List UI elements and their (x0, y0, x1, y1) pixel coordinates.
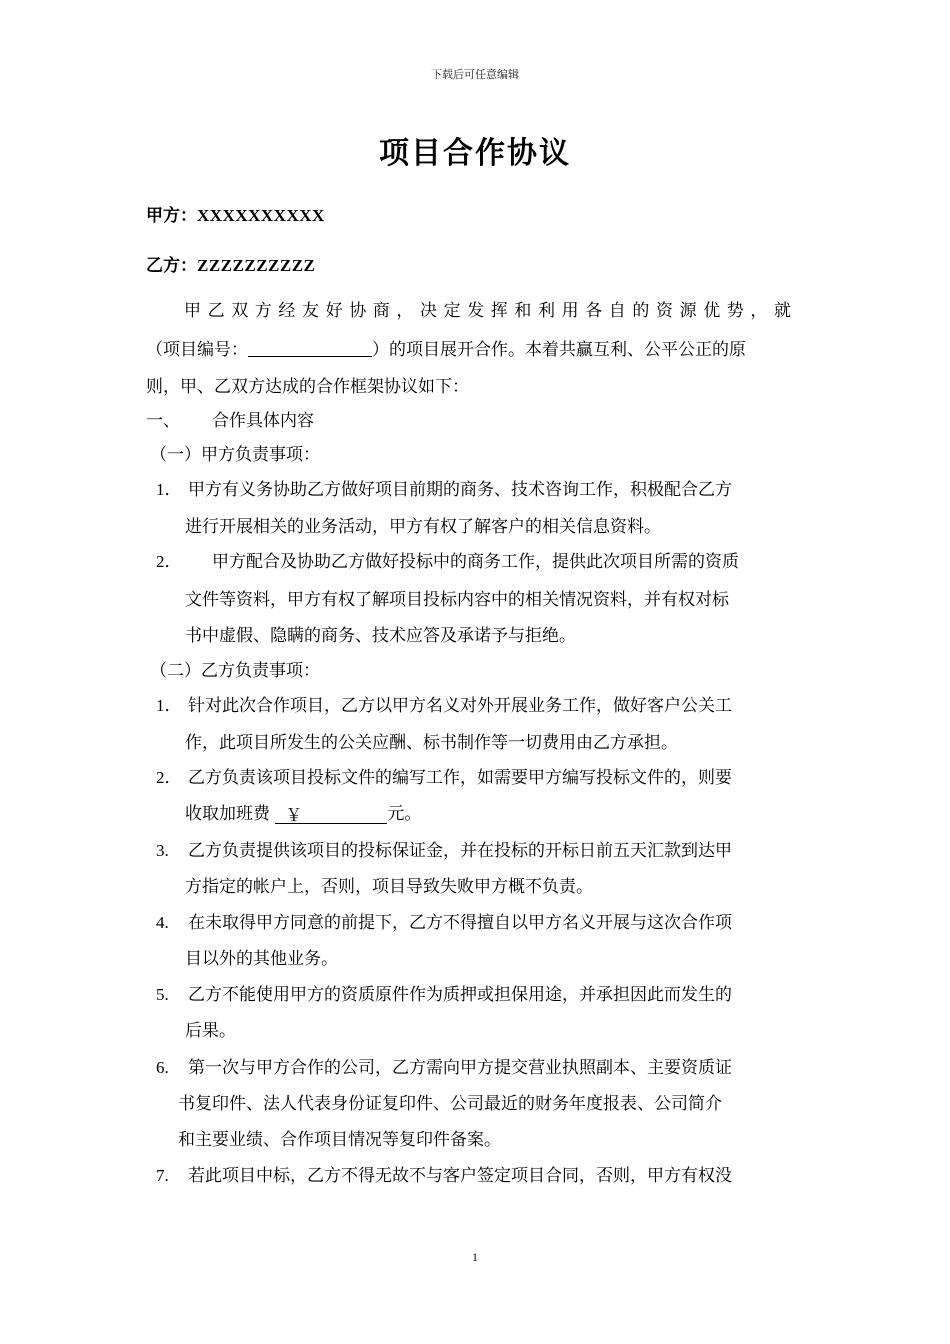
intro-line-1: 甲乙双方经友好协商，决定发挥和利用各自的资源优势，就 (184, 301, 798, 321)
page-number: 1 (472, 1250, 478, 1264)
a-item-2-line-2: 文件等资料，甲方有权了解项目投标内容中的相关情况资料，并有权对标 (185, 590, 729, 610)
a-item-1-number: 1． (156, 480, 182, 499)
b-item-5-text-1: 乙方不能使用甲方的资质原件作为质押或担保用途，并承担因此而发生的 (188, 985, 732, 1005)
b-item-2-line-1 (156, 767, 732, 789)
b-item-4-number: 4. (156, 913, 169, 932)
party-a-label: 甲方： (146, 206, 197, 226)
b-item-6-number: 6. (156, 1058, 169, 1077)
section-1-title: 合作具体内容 (212, 411, 314, 431)
party-a-value: XXXXXXXXXX (197, 206, 325, 225)
a-item-2-number: 2． (156, 552, 182, 571)
b-item-2-text-1: 乙方负责该项目投标文件的编写工作，如需要甲方编写投标文件的，则要 (188, 768, 732, 788)
b-item-3-line-2: 方指定的帐户上，否则，项目导致失败甲方概不负责。 (185, 877, 593, 897)
b-item-5-line-2: 后果。 (185, 1021, 236, 1041)
b-item-7-number: 7. (156, 1166, 169, 1185)
b-item-6-line-3: 和主要业绩、合作项目情况等复印件备案。 (178, 1130, 501, 1150)
overtime-fee-blank (275, 805, 387, 824)
b-item-3-line-1 (156, 840, 732, 862)
b-item-4-line-2: 目以外的其他业务。 (185, 949, 338, 969)
intro-line-2-pre: （项目编号： (146, 340, 248, 360)
currency-symbol: ￥ (285, 806, 303, 826)
overtime-fee-label: 收取加班费 (185, 804, 270, 824)
intro-line-3: 则，甲、乙双方达成的合作框架协议如下： (146, 377, 469, 397)
sub-heading-a: （一）甲方负责事项： (150, 445, 320, 465)
intro-line-2-post: ）的项目展开合作。本着共赢互利、公平公正的原 (372, 340, 746, 360)
header-note: 下载后可任意编辑 (431, 68, 519, 81)
b-item-2-number: 2． (156, 768, 182, 787)
party-b (146, 251, 315, 276)
b-item-5-number: 5. (156, 985, 169, 1004)
b-item-3-number: 3. (156, 841, 169, 860)
intro-line-2 (146, 338, 746, 361)
b-item-1-line-2: 作，此项目所发生的公关应酬、标书制作等一切费用由乙方承担。 (185, 733, 678, 753)
b-item-7-line-1 (156, 1165, 732, 1187)
document-title: 项目合作协议 (379, 136, 571, 171)
b-item-1-text-1: 针对此次合作项目，乙方以甲方名义对外开展业务工作，做好客户公关工 (188, 696, 732, 716)
b-item-6-text-1: 第一次与甲方合作的公司，乙方需向甲方提交营业执照副本、主要资质证 (188, 1058, 732, 1078)
b-item-2-line-2 (185, 803, 421, 825)
a-item-1-line-1 (156, 479, 732, 501)
b-item-1-number: 1． (156, 696, 182, 715)
a-item-1-line-2: 进行开展相关的业务活动，甲方有权了解客户的相关信息资料。 (185, 517, 661, 537)
a-item-2-line-1 (156, 551, 739, 573)
section-1-number: 一、 (146, 411, 180, 431)
b-item-1-line-1 (156, 695, 732, 717)
overtime-fee-unit: 元。 (387, 804, 422, 824)
b-item-6-line-1 (156, 1057, 732, 1079)
b-item-7-text-1: 若此项目中标，乙方不得无故不与客户签定项目合同，否则，甲方有权没 (188, 1166, 732, 1186)
section-1-heading (146, 410, 314, 432)
b-item-4-line-1 (156, 912, 732, 934)
a-item-2-line-3: 书中虚假、隐瞒的商务、技术应答及承诺予与拒绝。 (185, 626, 576, 646)
b-item-4-text-1: 在未取得甲方同意的前提下，乙方不得擅自以甲方名义开展与这次合作项 (188, 913, 732, 933)
party-a (146, 201, 325, 226)
a-item-1-text-1: 甲方有义务协助乙方做好项目前期的商务、技术咨询工作，积极配合乙方 (188, 480, 732, 500)
b-item-3-text-1: 乙方负责提供该项目的投标保证金，并在投标的开标日前五天汇款到达甲 (188, 841, 732, 861)
b-item-6-line-2: 书复印件、法人代表身份证复印件、公司最近的财务年度报表、公司简介 (178, 1094, 722, 1114)
b-item-5-line-1 (156, 984, 732, 1006)
party-b-value: ZZZZZZZZZZ (197, 256, 316, 275)
project-number-blank (248, 338, 372, 357)
a-item-2-text-1: 甲方配合及协助乙方做好投标中的商务工作，提供此次项目所需的资质 (212, 552, 739, 572)
sub-heading-b: （二）乙方负责事项： (150, 661, 320, 681)
party-b-label: 乙方： (146, 256, 197, 276)
